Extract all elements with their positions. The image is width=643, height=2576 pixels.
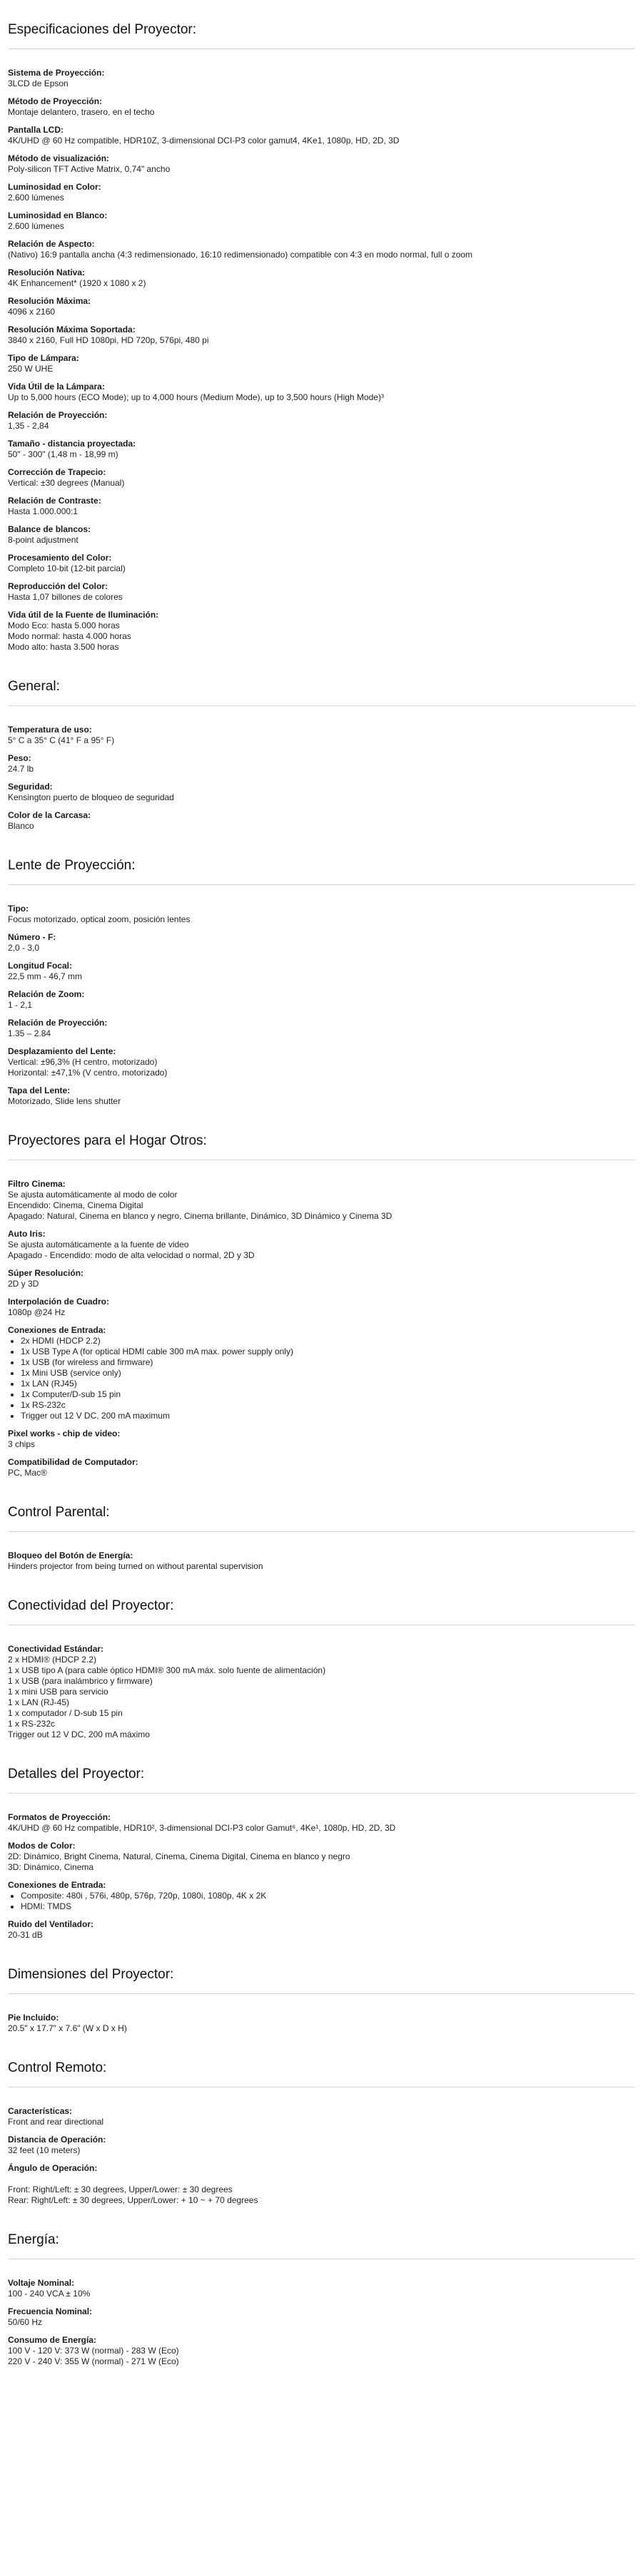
spec-item (8, 2013, 635, 2034)
spec-label: Relación de Proyección: (8, 410, 108, 420)
spec-value: 3 chips (8, 1439, 36, 1449)
section-title: Control Remoto: (8, 2060, 107, 2075)
spec-value: Apagado - Encendido: modo de alta velocidad o normal, 2D y 3D (8, 1250, 255, 1260)
spec-bullet-item: • 1x Mini USB (service only) (21, 1368, 635, 1379)
spec-bullet-list (8, 1891, 635, 1912)
spec-value: 4K/UHD @ 60 Hz compatible, HDR10Z, 3-dimensional DCI-P3 color gamut4, 4Ke1, 1080p, HD, 2D, 3D (8, 136, 400, 145)
section-spacer (8, 1579, 635, 1598)
section-spacer (8, 2213, 635, 2232)
spec-value: Poly-silicon TFT Active Matrix, 0,74" ancho (8, 164, 171, 174)
spec-label: Filtro Cinema: (8, 1179, 66, 1189)
spec-section-control-remoto (8, 2060, 635, 2232)
spec-value: 3LCD de Epson (8, 78, 69, 88)
spec-item (8, 2306, 635, 2328)
spec-value: 3840 x 2160, Full HD 1080pi, HD 720p, 576pi, 480 pi (8, 335, 209, 345)
spec-value: 2.600 lúmenes (8, 221, 64, 231)
spec-value: 22,5 mm - 46,7 mm (8, 971, 83, 981)
spec-item (8, 353, 635, 374)
spec-value: Se ajusta automáticamente al modo de color (8, 1190, 178, 1200)
spec-item (8, 68, 635, 89)
spec-bullet-item: • 1x LAN (RJ45) (21, 1379, 635, 1389)
section-spacer (8, 1948, 635, 1966)
spec-value: 2 x HDMI® (HDCP 2.2) (8, 1655, 96, 1665)
section-divider (8, 1531, 635, 1532)
spec-bullet-item: • 2x HDMI (HDCP 2.2) (21, 1336, 635, 1346)
spec-section-detalles-del-proyector (8, 1766, 635, 1966)
spec-item (8, 125, 635, 146)
spec-value: Vertical: ±30 degrees (Manual) (8, 478, 125, 488)
spec-item (8, 1428, 635, 1450)
spec-item (8, 467, 635, 489)
spec-label: Súper Resolución: (8, 1268, 84, 1278)
spec-label: Longitud Focal: (8, 961, 72, 971)
section-title: Dimensiones del Proyector: (8, 1967, 174, 1982)
spec-value: 4K Enhancement* (1920 x 1080 x 2) (8, 278, 146, 288)
spec-item (8, 1644, 635, 1740)
spec-value: Front: Right/Left: ± 30 degrees, Upper/Lower: ± 30 degrees (8, 2184, 233, 2194)
spec-item (8, 1841, 635, 1873)
spec-label: Auto Iris: (8, 1229, 46, 1239)
spec-value: Hasta 1,07 billones de colores (8, 592, 123, 602)
spec-value: 20-31 dB (8, 1930, 43, 1940)
spec-label: Tamaño - distancia proyectada: (8, 439, 136, 449)
spec-value: 2.600 lúmenes (8, 193, 64, 203)
spec-item (8, 410, 635, 431)
spec-item (8, 810, 635, 832)
spec-label: Bloqueo del Botón de Energía: (8, 1550, 133, 1560)
spec-value: 3D: Dinámico, Cinema (8, 1862, 94, 1872)
spec-value: Hasta 1.000.000:1 (8, 506, 79, 516)
spec-section-especificaciones-del-proyector (8, 21, 635, 678)
spec-label: Tapa del Lente: (8, 1085, 71, 1095)
spec-value: 24.7 lb (8, 764, 34, 774)
section-title: Conectividad del Proyector: (8, 1598, 174, 1613)
spec-label: Sistema de Proyección: (8, 68, 105, 78)
spec-value: Up to 5,000 hours (ECO Mode); up to 4,000 hours (Medium Mode), up to 3,500 hours (High Mode)³ (8, 392, 384, 402)
spec-value: 1 x mini USB para servicio (8, 1687, 108, 1697)
spec-value: 220 V - 240 V: 355 W (normal) - 271 W (Eco) (8, 2356, 179, 2366)
spec-item (8, 524, 635, 546)
spec-label: Método de Proyección: (8, 96, 103, 106)
spec-label: Luminosidad en Blanco: (8, 210, 108, 220)
section-spacer (8, 2041, 635, 2060)
spec-value: Modo alto: hasta 3.500 horas (8, 642, 119, 652)
section-divider (8, 48, 635, 49)
spec-value: 1 - 2,1 (8, 1000, 33, 1010)
spec-label: Relación de Contraste: (8, 496, 101, 506)
section-title: Energía: (8, 2232, 59, 2247)
spec-label: Interpolación de Cuadro: (8, 1297, 110, 1307)
spec-item (8, 1457, 635, 1478)
section-divider (8, 1793, 635, 1794)
spec-section-lente-de-proyeccion (8, 857, 635, 1133)
spec-label: Frecuencia Nominal: (8, 2306, 93, 2316)
spec-value: 1080p @24 Hz (8, 1307, 66, 1317)
spec-bullet-item: • 1x RS-232c (21, 1400, 635, 1411)
spec-value: Encendido: Cinema, Cinema Digital (8, 1200, 143, 1210)
spec-value: 1,35 - 2,84 (8, 421, 49, 431)
spec-item (8, 1297, 635, 1318)
section-title: Lente de Proyección: (8, 858, 136, 873)
spec-bullet-item: • 1x Computer/D-sub 15 pin (21, 1389, 635, 1400)
spec-label: Tipo de Lámpara: (8, 353, 79, 363)
section-title: Especificaciones del Proyector: (8, 22, 197, 37)
spec-label: Conexiones de Entrada: (8, 1325, 106, 1335)
spec-item (8, 96, 635, 118)
spec-item (8, 2163, 635, 2206)
spec-value: Montaje delantero, trasero, en el techo (8, 107, 155, 117)
spec-item (8, 496, 635, 517)
spec-label: Características: (8, 2106, 73, 2116)
spec-item (8, 239, 635, 260)
spec-label: Pie Incluido: (8, 2013, 59, 2023)
spec-section-conectividad-del-proyector (8, 1598, 635, 1766)
spec-label: Peso: (8, 753, 31, 763)
section-spacer (8, 1747, 635, 1766)
spec-value: Motorizado, Slide lens shutter (8, 1096, 121, 1106)
spec-label: Conectividad Estándar: (8, 1644, 104, 1654)
section-spacer (8, 1114, 635, 1133)
spec-label: Seguridad: (8, 782, 53, 792)
spec-value: 50/60 Hz (8, 2317, 43, 2327)
spec-value: 2,0 - 3,0 (8, 943, 40, 953)
spec-label: Procesamiento del Color: (8, 553, 112, 563)
spec-value: 1 x computador / D-sub 15 pin (8, 1708, 123, 1718)
spec-item (8, 2278, 635, 2299)
spec-item (8, 1046, 635, 1078)
spec-item (8, 904, 635, 925)
spec-value: 1 x USB (para inalámbrico y firmware) (8, 1676, 153, 1686)
spec-value (8, 2174, 635, 2184)
spec-label: Consumo de Energía: (8, 2335, 97, 2345)
spec-value: Focus motorizado, optical zoom, posición lentes (8, 914, 191, 924)
spec-section-proyectores-para-el-hogar-otros (8, 1133, 635, 1504)
spec-item (8, 210, 635, 232)
section-spacer (8, 660, 635, 678)
section-title: Proyectores para el Hogar Otros: (8, 1133, 207, 1148)
spec-value: 1.35 – 2.84 (8, 1028, 51, 1038)
section-divider (8, 1993, 635, 1994)
section-divider (8, 884, 635, 885)
spec-label: Temperatura de uso: (8, 725, 92, 735)
spec-item (8, 610, 635, 653)
spec-item (8, 153, 635, 175)
section-spacer (8, 1486, 635, 1504)
spec-item (8, 1325, 635, 1421)
spec-label: Resolución Máxima Soportada: (8, 324, 136, 334)
spec-item (8, 267, 635, 289)
spec-item (8, 581, 635, 603)
spec-item (8, 782, 635, 803)
spec-bullet-list (8, 1336, 635, 1421)
spec-label: Ángulo de Operación: (8, 2163, 98, 2173)
spec-label: Modos de Color: (8, 1841, 76, 1851)
spec-item (8, 725, 635, 746)
spec-value: 250 W UHE (8, 364, 54, 374)
spec-bullet-item: • 1x USB (for wireless and firmware) (21, 1357, 635, 1368)
spec-label: Reproducción del Color: (8, 581, 108, 591)
spec-label: Conexiones de Entrada: (8, 1880, 106, 1890)
spec-item (8, 1812, 635, 1834)
spec-label: Formatos de Proyección: (8, 1812, 111, 1822)
spec-section-energia (8, 2232, 635, 2393)
spec-value: Se ajusta automáticamente a la fuente de video (8, 1240, 189, 1249)
spec-value: Modo Eco: hasta 5.000 horas (8, 620, 120, 630)
spec-value: Completo 10-bit (12-bit parcial) (8, 563, 126, 573)
spec-value: Vertical: ±96,3% (H centro, motorizado) (8, 1057, 158, 1067)
spec-value: 1 x RS-232c (8, 1719, 56, 1729)
spec-label: Resolución Nativa: (8, 267, 86, 277)
spec-value: Horizontal: ±47,1% (V centro, motorizado) (8, 1068, 168, 1078)
spec-item (8, 553, 635, 574)
spec-section-general (8, 678, 635, 857)
spec-label: Corrección de Trapecio: (8, 467, 106, 477)
spec-item (8, 932, 635, 954)
spec-item (8, 1268, 635, 1289)
spec-label: Vida útil de la Fuente de Iluminación: (8, 610, 159, 620)
spec-label: Pixel works - chip de video: (8, 1428, 121, 1438)
section-spacer (8, 2374, 635, 2393)
spec-item (8, 2106, 635, 2127)
spec-label: Luminosidad en Color: (8, 182, 101, 192)
spec-item (8, 182, 635, 203)
spec-value: 2D: Dinámico, Bright Cinema, Natural, Cinema, Cinema Digital, Cinema en blanco y negro (8, 1851, 350, 1861)
spec-item (8, 439, 635, 460)
spec-value: Kensington puerto de bloqueo de seguridad (8, 792, 174, 802)
spec-item (8, 1880, 635, 1912)
spec-item (8, 296, 635, 317)
spec-bullet-item: • HDMI: TMDS (21, 1901, 635, 1912)
spec-item (8, 324, 635, 346)
spec-label: Balance de blancos: (8, 524, 91, 534)
section-divider (8, 705, 635, 706)
spec-value: 32 feet (10 meters) (8, 2145, 81, 2155)
spec-label: Vida Útil de la Lámpara: (8, 382, 105, 392)
spec-value: (Nativo) 16:9 pantalla ancha (4:3 redimensionado, 16:10 redimensionado) compatible con 4:3 en modo normal, full o zoom (8, 250, 473, 260)
spec-value: 5° C a 35° C (41° F a 95° F) (8, 735, 115, 745)
spec-item (8, 1229, 635, 1261)
section-title: General: (8, 679, 60, 694)
spec-label: Distancia de Operación: (8, 2135, 106, 2145)
spec-value: 100 - 240 VCA ± 10% (8, 2289, 91, 2299)
spec-item (8, 1085, 635, 1107)
spec-value: Apagado: Natural, Cinema en blanco y negro, Cinema brillante, Dinámico, 3D Dinámico y Cinema 3D (8, 1211, 393, 1221)
spec-label: Color de la Carcasa: (8, 810, 91, 820)
spec-value: 20.5" x 17.7" x 7.6" (W x D x H) (8, 2023, 127, 2033)
spec-value: 100 V - 120 V: 373 W (normal) - 283 W (Eco) (8, 2346, 179, 2356)
section-title: Control Parental: (8, 1505, 110, 1520)
spec-item (8, 1550, 635, 1572)
spec-label: Relación de Proyección: (8, 1018, 108, 1028)
spec-label: Relación de Aspecto: (8, 239, 95, 249)
spec-value: 8-point adjustment (8, 535, 79, 545)
spec-label: Método de visualización: (8, 153, 110, 163)
spec-value: PC, Mac® (8, 1468, 47, 1478)
spec-item (8, 961, 635, 982)
spec-bullet-item: • Composite: 480i , 576i, 480p, 576p, 720p, 1080i, 1080p, 4K x 2K (21, 1891, 635, 1901)
spec-value: Trigger out 12 V DC, 200 mA máximo (8, 1729, 150, 1739)
spec-value: Blanco (8, 821, 34, 831)
spec-item (8, 1018, 635, 1039)
section-title: Detalles del Proyector: (8, 1767, 145, 1782)
spec-item (8, 1179, 635, 1222)
spec-item (8, 382, 635, 403)
spec-item (8, 1919, 635, 1941)
spec-bullet-item: • 1x USB Type A (for optical HDMI cable 300 mA max. power supply only) (21, 1346, 635, 1357)
spec-section-dimensiones-del-proyector (8, 1966, 635, 2060)
spec-item (8, 2135, 635, 2156)
spec-value: Front and rear directional (8, 2117, 104, 2127)
spec-value: 50" - 300" (1,48 m - 18,99 m) (8, 449, 118, 459)
spec-value: 1 x LAN (RJ-45) (8, 1697, 70, 1707)
spec-label: Número - F: (8, 932, 56, 942)
section-spacer (8, 839, 635, 857)
spec-label: Compatibilidad de Computador: (8, 1457, 138, 1467)
spec-value: Modo normal: hasta 4.000 horas (8, 631, 131, 641)
spec-section-control-parental (8, 1504, 635, 1598)
spec-bullet-item: • Trigger out 12 V DC, 200 mA maximum (21, 1411, 635, 1421)
spec-value: 2D y 3D (8, 1279, 39, 1289)
spec-item (8, 753, 635, 775)
spec-label: Desplazamiento del Lente: (8, 1046, 116, 1056)
spec-value: Rear: Right/Left: ± 30 degrees, Upper/Lower: + 10 ~ + 70 degrees (8, 2195, 258, 2205)
spec-label: Relación de Zoom: (8, 989, 85, 999)
spec-value: Hinders projector from being turned on without parental supervision (8, 1561, 263, 1571)
spec-value: 4K/UHD @ 60 Hz compatible, HDR10², 3-dimensional DCI-P3 color Gamut⁶, 4Ke¹, 1080p, HD, 2D, 3D (8, 1823, 396, 1833)
spec-item (8, 989, 635, 1011)
spec-label: Voltaje Nominal: (8, 2278, 75, 2288)
spec-item (8, 2335, 635, 2367)
spec-label: Resolución Máxima: (8, 296, 91, 306)
spec-value: 1 x USB tipo A (para cable óptico HDMI® 300 mA máx. solo fuente de alimentación) (8, 1665, 326, 1675)
spec-label: Ruido del Ventilador: (8, 1919, 94, 1929)
spec-label: Pantalla LCD: (8, 125, 64, 135)
spec-label: Tipo: (8, 904, 29, 914)
spec-value: 4096 x 2160 (8, 307, 56, 317)
